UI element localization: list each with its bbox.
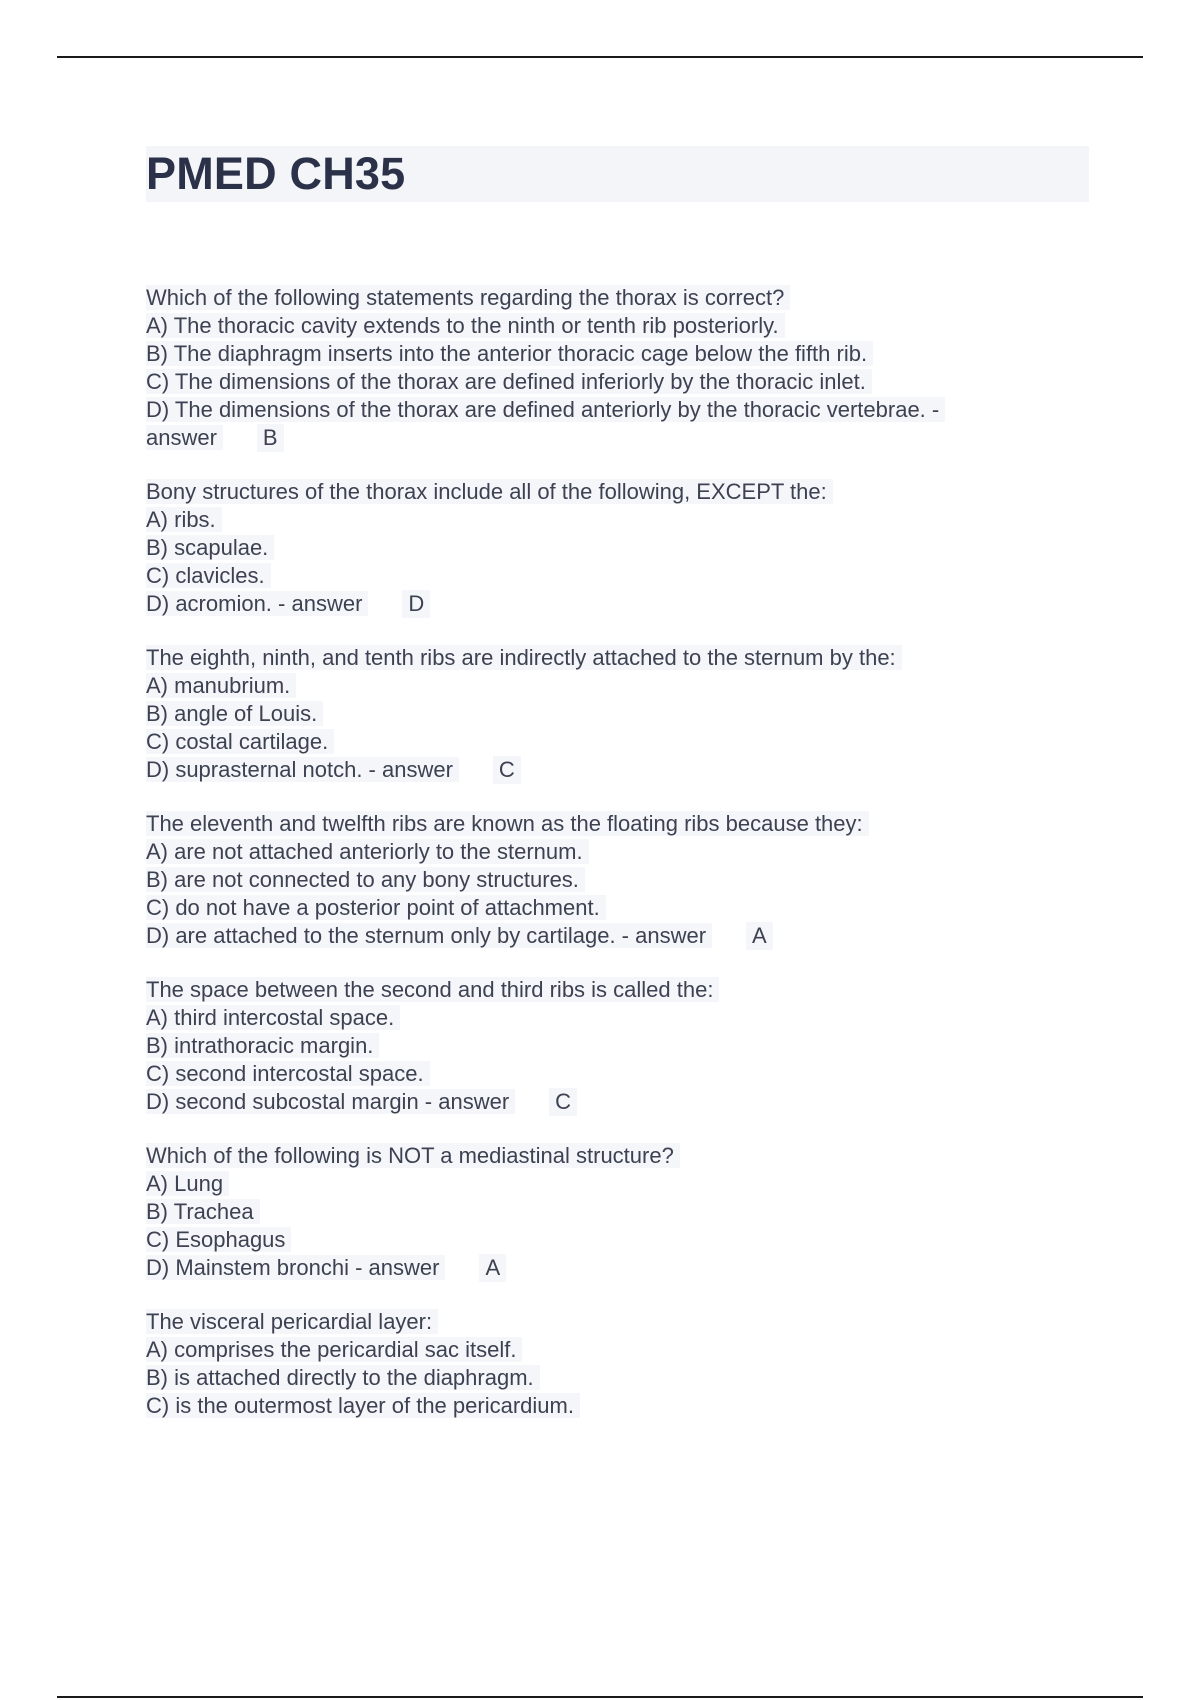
question-item	[146, 976, 1106, 1116]
option-a: A) third intercostal space.	[146, 1004, 1106, 1032]
option-c: C) The dimensions of the thorax are defined inferiorly by the thoracic inlet.	[146, 368, 1106, 396]
question-stem: Which of the following statements regarding the thorax is correct?	[146, 284, 1106, 312]
question-stem: Bony structures of the thorax include all of the following, EXCEPT the:	[146, 478, 1106, 506]
answer-letter: B	[257, 424, 284, 452]
option-c: C) costal cartilage.	[146, 728, 1106, 756]
option-b: B) Trachea	[146, 1198, 1106, 1226]
option-c: C) Esophagus	[146, 1226, 1106, 1254]
option-a: A) are not attached anteriorly to the sternum.	[146, 838, 1106, 866]
option-a: A) comprises the pericardial sac itself.	[146, 1336, 1106, 1364]
question-stem: The eighth, ninth, and tenth ribs are indirectly attached to the sternum by the:	[146, 644, 1106, 672]
question-stem: The eleventh and twelfth ribs are known as the floating ribs because they:	[146, 810, 1106, 838]
question-stem: Which of the following is NOT a mediastinal structure?	[146, 1142, 1106, 1170]
option-b: B) intrathoracic margin.	[146, 1032, 1106, 1060]
question-item	[146, 644, 1106, 784]
answer-letter: C	[549, 1088, 577, 1116]
document-title: PMED CH35	[146, 148, 406, 199]
question-item	[146, 478, 1106, 618]
option-b: B) scapulae.	[146, 534, 1106, 562]
answer-letter: D	[402, 590, 430, 618]
question-item	[146, 284, 1106, 452]
question-item	[146, 1308, 1106, 1420]
top-rule	[57, 56, 1143, 58]
answer-label: answer	[146, 425, 223, 450]
option-d: D) acromion. - answer D	[146, 590, 1106, 618]
answer-letter: A	[746, 922, 773, 950]
option-a: A) manubrium.	[146, 672, 1106, 700]
answer-letter: A	[479, 1254, 506, 1282]
option-b: B) is attached directly to the diaphragm.	[146, 1364, 1106, 1392]
option-d: D) suprasternal notch. - answer C	[146, 756, 1106, 784]
option-a: A) The thoracic cavity extends to the ninth or tenth rib posteriorly.	[146, 312, 1106, 340]
bottom-rule	[57, 1696, 1143, 1698]
option-c: C) second intercostal space.	[146, 1060, 1106, 1088]
question-stem: The space between the second and third ribs is called the:	[146, 976, 1106, 1004]
question-stem: The visceral pericardial layer:	[146, 1308, 1106, 1336]
option-c: C) do not have a posterior point of attachment.	[146, 894, 1106, 922]
option-c: C) is the outermost layer of the pericardium.	[146, 1392, 1106, 1420]
option-d: D) are attached to the sternum only by cartilage. - answer A	[146, 922, 1106, 950]
question-item	[146, 810, 1106, 950]
option-a: A) Lung	[146, 1170, 1106, 1198]
option-d: D) The dimensions of the thorax are defined anteriorly by the thoracic vertebrae. -	[146, 396, 1106, 424]
option-a: A) ribs.	[146, 506, 1106, 534]
question-item	[146, 1142, 1106, 1282]
option-d: D) Mainstem bronchi - answer A	[146, 1254, 1106, 1282]
option-b: B) are not connected to any bony structures.	[146, 866, 1106, 894]
question-list	[146, 284, 1106, 1446]
answer-letter: C	[493, 756, 521, 784]
option-d: D) second subcostal margin - answer C	[146, 1088, 1106, 1116]
option-b: B) angle of Louis.	[146, 700, 1106, 728]
option-c: C) clavicles.	[146, 562, 1106, 590]
answer-line	[146, 424, 1106, 452]
option-b: B) The diaphragm inserts into the anterior thoracic cage below the fifth rib.	[146, 340, 1106, 368]
